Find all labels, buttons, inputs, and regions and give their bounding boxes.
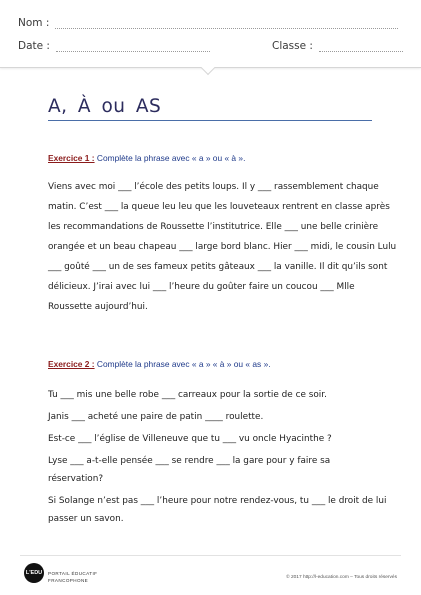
- exercise-1-line: Roussette aujourd’hui.: [48, 302, 148, 312]
- exercise-2-line: Est-ce ___ l’église de Villeneuve que tu ___ vu oncle Hyacinthe ?: [48, 434, 332, 444]
- class-field-row: [272, 40, 403, 52]
- exercise-2-line: Si Solange n’est pas ___ l’heure pour notre rendez-vous, tu ___ le droit de lui: [48, 496, 387, 506]
- exercise-2-line: réservation?: [48, 474, 104, 484]
- exercise-2-line: Tu ___ mis une belle robe ___ carreaux pour la sortie de ce soir.: [48, 390, 327, 400]
- exercise-1-line: Viens avec moi ___ l’école des petits loups. Il y ___ rassemblement chaque: [48, 182, 379, 192]
- exercise-1-line: matin. C’est ___ la queue leu leu que les louveteaux rentrent en classe après: [48, 202, 390, 212]
- footer-copyright: © 2017 http://l-education.com – Tous droits réservés: [286, 575, 397, 580]
- exercise-2-line: Janis ___ acheté une paire de patin ____ roulette.: [48, 412, 264, 422]
- exercise-1-line: ___ goûté ___ un de ses fameux petits gâteaux ___ la vanille. Il dit qu’ils sont: [48, 262, 388, 272]
- date-input-line[interactable]: [56, 42, 210, 52]
- exercise-1-heading: [48, 153, 245, 163]
- exercise-2-text: [48, 385, 386, 527]
- exercise-1-line: les recommandations de Roussette l’institutrice. Elle ___ une belle crinière: [48, 222, 379, 232]
- exercise-2-heading: [48, 359, 271, 369]
- exercise-2-line: Lyse ___ a-t-elle pensée ___ se rendre ___ la gare pour y faire sa: [48, 456, 331, 466]
- exercise-1-line: délicieux. J’irai avec lui ___ l’heure du goûter faire un coucou ___ Mlle: [48, 282, 355, 292]
- exercise-1-label: Exercice 1 :: [48, 153, 95, 163]
- exercise-2-line: passer un savon.: [48, 514, 124, 524]
- logo-tagline-line-1: PORTAIL ÉDUCATIF: [48, 571, 98, 576]
- ledu-logo: L'EDU: [24, 563, 44, 583]
- footer-divider: [20, 555, 401, 556]
- exercise-1-instruction: Complète la phrase avec « a » ou « à ».: [94, 153, 246, 163]
- name-input-line[interactable]: [55, 19, 398, 29]
- name-label: Nom :: [18, 17, 50, 29]
- exercise-2-instruction: Complète la phrase avec « a » « à » ou « as ».: [94, 359, 271, 369]
- logo-tagline-line-2: FRANCOPHONE: [48, 578, 89, 583]
- exercise-2-label: Exercice 2 :: [48, 359, 95, 369]
- name-field-row: [18, 17, 398, 29]
- date-field-row: [18, 40, 210, 52]
- title-underline: [48, 120, 372, 121]
- class-label: Classe :: [272, 40, 313, 52]
- class-input-line[interactable]: [319, 42, 403, 52]
- exercise-1-text: [48, 177, 396, 317]
- date-label: Date :: [18, 40, 50, 52]
- exercise-1-line: orangée et un beau chapeau ___ large bord blanc. Hier ___ midi, le cousin Lulu: [48, 242, 397, 252]
- page-title: A, À ou AS: [48, 96, 162, 117]
- name-date-class-header: [0, 0, 421, 68]
